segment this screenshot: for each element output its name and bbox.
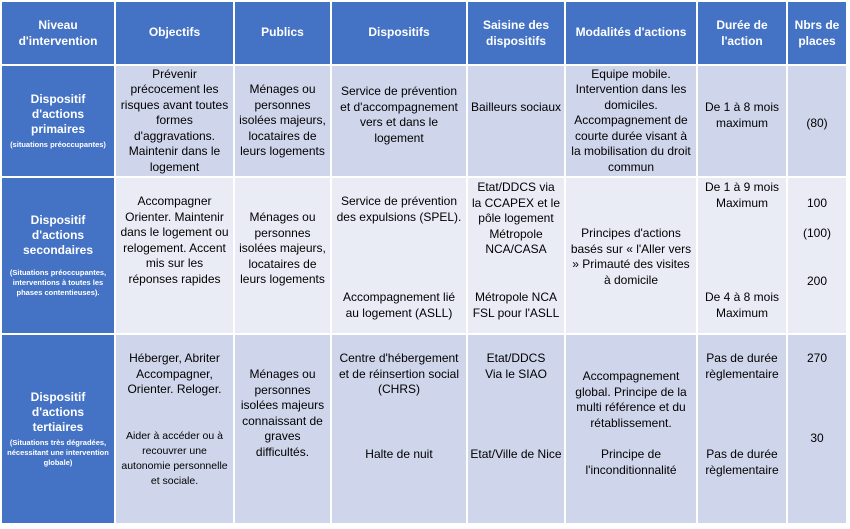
header-objectifs: Objectifs bbox=[116, 2, 235, 66]
row-title: Dispositif d'actions primaires bbox=[30, 92, 86, 136]
places-value-c: 200 bbox=[806, 274, 828, 288]
header-duree: Durée de l'action bbox=[698, 2, 788, 66]
duree-text: De 1 à 8 mois maximum bbox=[704, 100, 780, 130]
cell-saisine bbox=[468, 178, 566, 335]
cell-modalites: Equipe mobile. Intervention dans les domiciles. Accompagnement de courte durée visant à la mobilisation du droit commun bbox=[566, 66, 698, 178]
dispositif-text: Service de prévention et d'accompagnement vers et dans le logement bbox=[340, 84, 458, 145]
duree-halte: Pas de durée règlementaire bbox=[705, 447, 779, 477]
row-primaires-header bbox=[2, 66, 116, 178]
cell-saisine bbox=[468, 66, 566, 178]
row-subtitle: (Situations préoccupantes, interventions à toutes les phases contentieuses). bbox=[9, 268, 107, 297]
saisine-chrs: Etat/DDCS Via le SIAO bbox=[485, 351, 547, 381]
cell-places bbox=[788, 178, 848, 335]
cell-dispositifs bbox=[332, 178, 468, 335]
dispositif-halte: Halte de nuit bbox=[365, 447, 433, 461]
row-subtitle: (situations préoccupantes) bbox=[10, 140, 106, 149]
dispositif-chrs: Centre d'hébergement et de réinsertion social (CHRS) bbox=[338, 351, 460, 396]
publics-text: Ménages ou personnes isolées majeurs connaissant de graves difficultés. bbox=[240, 367, 325, 459]
row-title: Dispositif d'actions tertiaires bbox=[30, 390, 86, 434]
cell-objectifs bbox=[116, 335, 235, 525]
places-value-a: 100 bbox=[806, 196, 828, 210]
row-title: Dispositif d'actions secondaires bbox=[22, 213, 94, 257]
cell-duree bbox=[698, 178, 788, 335]
row-tertiaires-header bbox=[2, 335, 116, 525]
objectifs-text-a: Héberger, Abriter Accompagner, Orienter. Reloger. bbox=[127, 351, 222, 396]
modalites-text-b: Principe de l'inconditionnalité bbox=[585, 447, 677, 477]
dispositif-asll: Accompagnement lié au logement (ASLL) bbox=[342, 290, 456, 320]
cell-publics bbox=[235, 335, 332, 525]
cell-duree bbox=[698, 66, 788, 178]
header-places: Nbrs de places bbox=[788, 2, 848, 66]
intervention-table bbox=[2, 2, 848, 525]
places-value-b: (100) bbox=[802, 226, 831, 240]
duree-chrs: Pas de durée règlementaire bbox=[705, 351, 779, 381]
places-value-b: 30 bbox=[810, 431, 824, 445]
cell-modalites bbox=[566, 178, 698, 335]
cell-objectifs bbox=[116, 178, 235, 335]
saisine-spel: Etat/DDCS via la CCAPEX et le pôle logement Métropole NCA/CASA bbox=[471, 180, 561, 256]
saisine-halte: Etat/Ville de Nice bbox=[470, 447, 562, 461]
header-publics: Publics bbox=[235, 2, 332, 66]
cell-publics: Ménages ou personnes isolées majeurs, locataires de leurs logements bbox=[235, 66, 332, 178]
places-value: (80) bbox=[806, 116, 828, 130]
cell-saisine bbox=[468, 335, 566, 525]
header-saisine: Saisine des dispositifs bbox=[468, 2, 566, 66]
objectifs-text-b: Aider à accéder ou à recouvrer une autonomie personnelle et sociale. bbox=[121, 430, 228, 487]
dispositif-spel: Service de prévention des expulsions (SPEL). bbox=[336, 194, 462, 224]
duree-spel: De 1 à 9 mois Maximum bbox=[704, 180, 780, 210]
cell-dispositifs bbox=[332, 335, 468, 525]
cell-modalites bbox=[566, 335, 698, 525]
header-dispositifs: Dispositifs bbox=[332, 2, 468, 66]
duree-asll: De 4 à 8 mois Maximum bbox=[704, 290, 780, 320]
cell-places bbox=[788, 335, 848, 525]
publics-text: Ménages ou personnes isolées majeurs, locataires de leurs logements bbox=[239, 210, 326, 286]
modalites-text: Principes d'actions basés sur « l'Aller vers » Primauté des visites à domicile bbox=[570, 226, 692, 287]
header-modalites: Modalités d'actions bbox=[566, 2, 698, 66]
places-value-a: 270 bbox=[806, 351, 828, 365]
row-subtitle: (Situations très dégradées, nécessitant une intervention globale) bbox=[7, 438, 109, 467]
row-secondaires-header bbox=[2, 178, 116, 335]
modalites-text-a: Accompagnement global. Principe de la multi référence et du rétablissement. bbox=[575, 369, 687, 430]
saisine-asll: Métropole NCA FSL pour l'ASLL bbox=[472, 290, 560, 320]
cell-places bbox=[788, 66, 848, 178]
objectifs-text: Accompagner Orienter. Maintenir dans le logement ou relogement. Accent mis sur les réponses rapides bbox=[120, 194, 229, 286]
saisine-text: Bailleurs sociaux bbox=[470, 100, 562, 114]
cell-duree bbox=[698, 335, 788, 525]
header-niveau: Niveau d'intervention bbox=[2, 2, 116, 66]
cell-publics bbox=[235, 178, 332, 335]
cell-dispositifs bbox=[332, 66, 468, 178]
cell-objectifs: Prévenir précocement les risques avant toutes formes d'aggravations. Maintenir dans le logement bbox=[116, 66, 235, 178]
